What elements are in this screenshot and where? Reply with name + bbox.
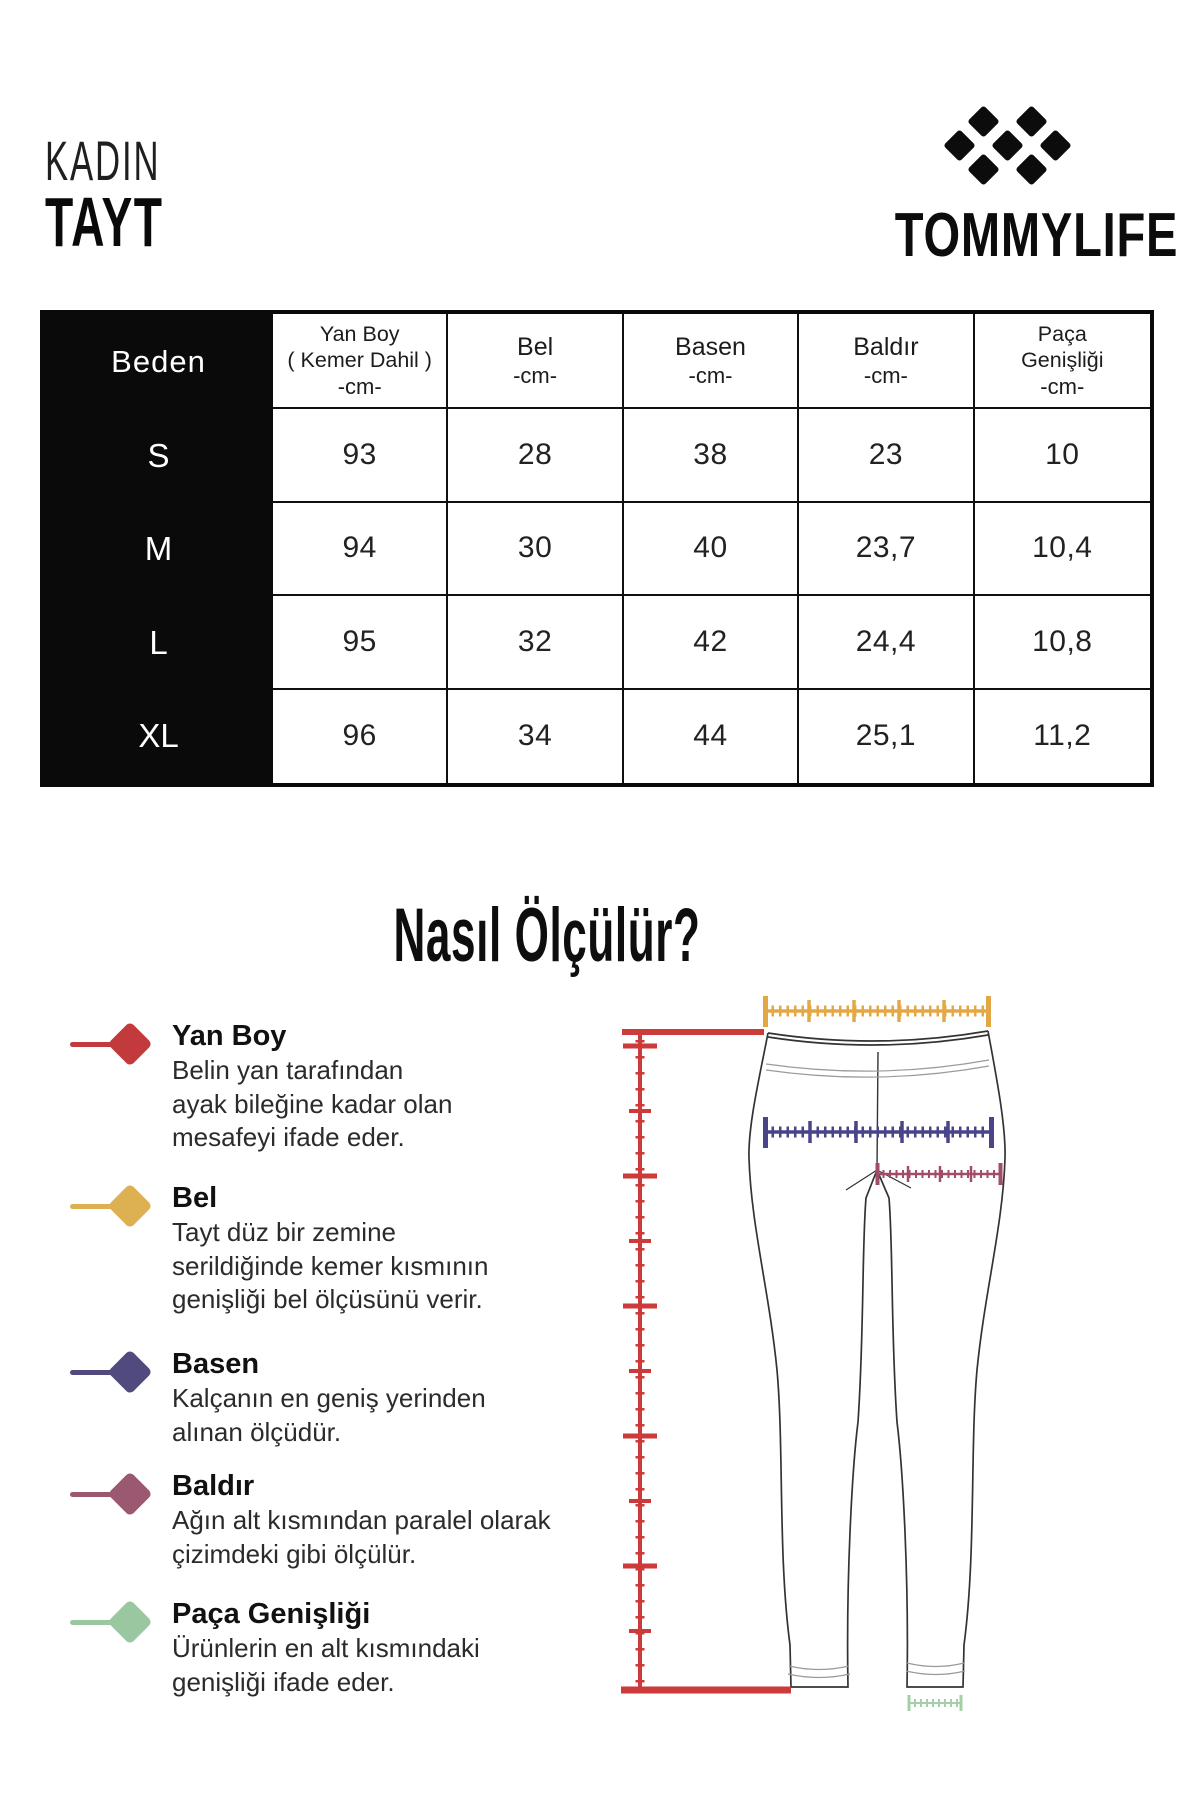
logo-diamond-icon (967, 153, 1000, 186)
table-cell: 38 (624, 409, 799, 503)
table-cell: 32 (448, 596, 623, 690)
table-cell: 42 (624, 596, 799, 690)
table-cell: 30 (448, 503, 623, 597)
size-column-header: Beden (111, 343, 206, 379)
table-cell: 28 (448, 409, 623, 503)
logo-diamond-icon (991, 129, 1024, 162)
table-cell: 10,4 (975, 503, 1150, 597)
legend-title: Basen (172, 1348, 260, 1380)
size-label-m: M (144, 530, 173, 568)
table-cell: 23,7 (799, 503, 974, 597)
table-cell: 44 (624, 690, 799, 784)
legend-title: Baldır (172, 1470, 255, 1502)
product-type-label: TAYT (45, 183, 164, 261)
paca-genisligi-diamond-icon (70, 1602, 166, 1642)
table-cell: 95 (273, 596, 448, 690)
table-cell: 34 (448, 690, 623, 784)
size-label-l: L (149, 623, 168, 661)
legend-title: Bel (172, 1182, 218, 1214)
size-table-grid (273, 314, 1150, 783)
column-header-bel: Bel -cm- (448, 314, 623, 409)
table-cell: 24,4 (799, 596, 974, 690)
logo-diamond-icon (967, 105, 1000, 138)
logo-diamond-icon (1015, 153, 1048, 186)
table-cell: 10 (975, 409, 1150, 503)
table-cell: 11,2 (975, 690, 1150, 784)
table-cell: 93 (273, 409, 448, 503)
legend-title: Paça Genişliği (172, 1598, 371, 1630)
brand-logo-icon (940, 100, 1074, 190)
brand-name: TOMMYLIFE (894, 201, 1179, 270)
category-label: KADIN (45, 129, 161, 192)
legend-title: Yan Boy (172, 1020, 287, 1052)
column-header-paca-genisligi: Paça Genişliği -cm- (975, 314, 1150, 409)
legend-item-paca-genisligi: Paça Genişliği Ürünlerin en alt kısmındaki genişliği ifade eder. (70, 1596, 590, 1699)
legend-item-basen: Basen Kalçanın en geniş yerinden alınan ölçüdür. (70, 1346, 590, 1449)
yan-boy-diamond-icon (70, 1024, 166, 1064)
bel-ruler (764, 996, 990, 1027)
legend-item-yan-boy: Yan Boy Belin yan tarafından ayak bileğine kadar olan mesafeyi ifade eder. (70, 1018, 590, 1155)
logo-diamond-icon (1015, 105, 1048, 138)
column-header-basen: Basen -cm- (624, 314, 799, 409)
table-cell: 96 (273, 690, 448, 784)
legend-item-baldir: Baldır Ağın alt kısmından paralel olarak çizimdeki gibi ölçülür. (70, 1468, 590, 1571)
paca-genisligi-ruler (908, 1695, 962, 1711)
table-cell: 94 (273, 503, 448, 597)
size-label-s: S (147, 436, 170, 474)
table-cell: 40 (624, 503, 799, 597)
baldir-ruler (876, 1163, 1002, 1185)
size-label-xl: XL (138, 717, 179, 755)
size-column (44, 314, 273, 783)
size-table (40, 310, 1154, 787)
baldir-diamond-icon (70, 1474, 166, 1514)
column-header-yan-boy: Yan Boy ( Kemer Dahil ) -cm- (273, 314, 448, 409)
how-to-measure-title: Nasıl Ölçülür? (393, 893, 701, 978)
table-cell: 23 (799, 409, 974, 503)
logo-diamond-icon (1039, 129, 1072, 162)
leggings-measurement-diagram (540, 980, 1060, 1740)
legend-item-bel: Bel Tayt düz bir zemine serildiğinde kemer kısmının genişliği bel ölçüsünü verir. (70, 1180, 590, 1317)
logo-diamond-icon (943, 129, 976, 162)
bel-diamond-icon (70, 1186, 166, 1226)
table-cell: 10,8 (975, 596, 1150, 690)
table-cell: 25,1 (799, 690, 974, 784)
basen-ruler (764, 1117, 993, 1148)
column-header-baldir: Baldır -cm- (799, 314, 974, 409)
basen-diamond-icon (70, 1352, 166, 1392)
